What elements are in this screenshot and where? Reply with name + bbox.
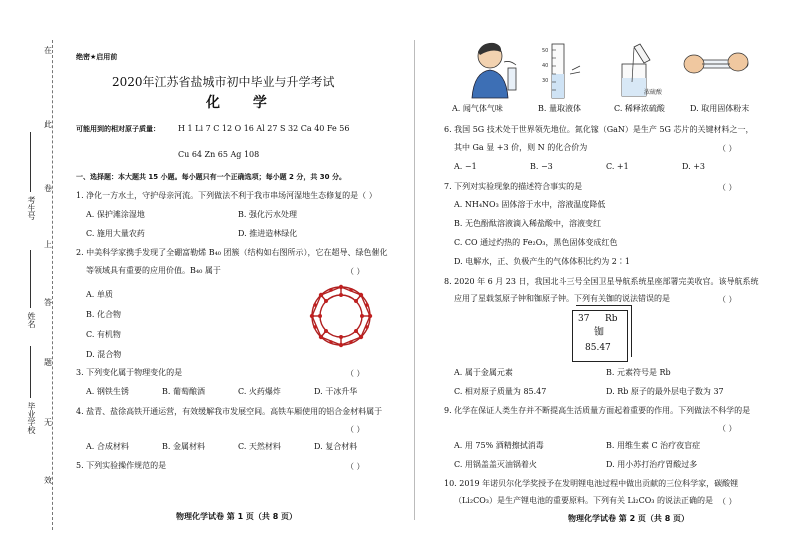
exam-title: 2020年江苏省盐城市初中毕业与升学考试 xyxy=(112,75,335,89)
element-name: 铷 xyxy=(594,327,604,338)
option-a: A. NH₄NO₃ 固体溶于水中，溶液温度降低 xyxy=(454,200,606,209)
atomic-mass-row-1: H 1 Li 7 C 12 O 16 Al 27 S 32 Ca 40 Fe 56 xyxy=(178,124,350,133)
option-c: C. 天然材料 xyxy=(238,442,281,451)
option-b: B. 元素符号是 Rb xyxy=(606,368,671,377)
seal-char: 此 xyxy=(44,120,52,129)
boron-cluster-illustration xyxy=(306,280,376,352)
seal-char: 上 xyxy=(44,240,52,249)
option-a: A. −1 xyxy=(454,162,477,171)
option-a: A. 属于金属元素 xyxy=(454,368,513,377)
smelling-gas-illustration xyxy=(468,38,534,100)
answer-paren: （ ） xyxy=(346,462,365,471)
periodic-table-cell xyxy=(572,310,628,362)
option-d: D. 推进造林绿化 xyxy=(238,229,298,238)
dilute-acid-illustration xyxy=(614,38,674,100)
option-c: C. 有机物 xyxy=(86,330,121,339)
option-c: C. 稀释浓硫酸 xyxy=(614,104,665,113)
option-d: D. 用小苏打治疗胃酸过多 xyxy=(606,460,698,469)
question-stem-line-1: 10. 2019 年诺贝尔化学奖授予在发明锂电池过程中做出贡献的三位科学家，碳酸锂 xyxy=(444,479,739,488)
question-stem-line-2: 等领域具有重要的应用价值。B₄₀ 属于 xyxy=(86,266,221,275)
page-divider xyxy=(414,40,415,520)
option-a: A. 闻气体气味 xyxy=(452,104,503,113)
option-a: A. 钢铁生锈 xyxy=(86,387,129,396)
school-label: 毕业学校 xyxy=(27,402,36,434)
question-stem: 7. 下列对实验现象的描述符合事实的是 xyxy=(444,182,583,191)
option-d: D. 混合物 xyxy=(86,350,122,359)
option-b: B. 用维生素 C 治疗夜盲症 xyxy=(606,441,701,450)
measuring-cylinder-illustration xyxy=(542,40,592,100)
option-b: B. 无色酚酞溶液滴入稀盐酸中，溶液变红 xyxy=(454,219,601,228)
option-c: C. 相对原子质量为 85.47 xyxy=(454,387,547,396)
seal-char: 卷 xyxy=(44,184,52,193)
question-stem: 3. 下列变化属于物理变化的是 xyxy=(76,368,183,377)
question-stem: 5. 下列实验操作规范的是 xyxy=(76,461,167,470)
question-stem-line-2: 其中 Ga 显 +3 价，则 N 的化合价为 xyxy=(454,143,588,152)
student-id-line xyxy=(30,132,31,192)
option-c: C. 火药爆炸 xyxy=(238,387,281,396)
question-stem-line-1: 2. 中美科学家携手发现了全硼富勒烯 B₄₀ 团簇（结构如右图所示），它在超导、绿色催化 xyxy=(76,248,388,257)
option-d: D. 干冰升华 xyxy=(314,387,358,396)
option-c: C. 用锅盖盖灭油锅着火 xyxy=(454,460,537,469)
acid-label: 浓硫酸 xyxy=(644,89,663,96)
option-b: B. −3 xyxy=(530,162,553,171)
seal-char: 在 xyxy=(44,46,52,55)
student-name-line xyxy=(30,250,31,308)
seal-char: 答 xyxy=(44,298,52,307)
page-footer-right: 物理化学试卷 第 2 页（共 8 页） xyxy=(568,514,690,523)
answer-paren: （ ） xyxy=(718,497,737,506)
question-stem: 1. 净化一方水土，守护母亲河流。下列做法不利于我市串场河湿地生态修复的是（ ） xyxy=(76,191,377,200)
answer-paren: （ ） xyxy=(346,425,365,434)
option-b: B. 强化污水处理 xyxy=(238,210,297,219)
answer-paren: （ ） xyxy=(718,424,737,433)
option-b: B. 葡萄酿酒 xyxy=(162,387,205,396)
option-d: D. 电解水，正、负极产生的气体体积比约为 2∶1 xyxy=(454,257,630,266)
cell-depth-right xyxy=(631,305,632,357)
question-stem-line-2: 应用了星载氢原子钟和铷原子钟。下列有关铷的说法错误的是 xyxy=(454,294,670,303)
option-a: A. 保护滩涂湿地 xyxy=(86,210,145,219)
answer-paren: （ ） xyxy=(718,183,737,192)
svg-text:40: 40 xyxy=(542,63,549,69)
question-stem-line-1: 6. 我国 5G 技术处于世界领先地位。氮化镓（GaN）是生产 5G 芯片的关键材料之一， xyxy=(444,125,754,134)
atomic-mass-label: 可能用到的相对原子质量： xyxy=(76,125,160,133)
option-c: C. +1 xyxy=(606,162,629,171)
svg-text:50: 50 xyxy=(542,48,549,54)
option-c: C. CO 通过灼热的 Fe₂O₃，黑色固体变成红色 xyxy=(454,238,618,247)
answer-paren: （ ） xyxy=(346,267,365,276)
option-d: D. 取用固体粉末 xyxy=(690,104,750,113)
option-a: A. 合成材料 xyxy=(86,442,129,451)
subject-title: 化 学 xyxy=(206,95,281,111)
atomic-mass-row-2: Cu 64 Zn 65 Ag 108 xyxy=(178,150,260,159)
atomic-number: 37 xyxy=(578,314,590,324)
question-stem: 9. 化学在保证人类生存并不断提高生活质量方面起着重要的作用。下列做法不科学的是 xyxy=(444,406,751,415)
question-stem-line-1: 8. 2020 年 6 月 23 日，我国北斗三号全国卫星导航系统星座部署完美收官。该导航系统 xyxy=(444,277,759,286)
confidential-mark: 绝密★启用前 xyxy=(76,53,118,61)
option-d: D. 复合材料 xyxy=(314,442,358,451)
page-footer-left: 物理化学试卷 第 1 页（共 8 页） xyxy=(176,512,298,521)
option-a: A. 单质 xyxy=(86,290,113,299)
element-symbol: Rb xyxy=(605,314,618,324)
option-a: A. 用 75% 酒精擦拭消毒 xyxy=(454,441,544,450)
answer-paren: （ ） xyxy=(718,144,737,153)
question-stem: 4. 盐青、盐徐高铁开通运营，有效缓解我市发展空间。高铁车厢使用的铝合金材料属于 xyxy=(76,407,383,416)
question-stem-line-2: （Li₂CO₃）是生产锂电池的重要原料。下列有关 Li₂CO₃ 的说法正确的是 xyxy=(454,496,714,505)
answer-paren: （ ） xyxy=(346,369,365,378)
answer-paren: （ ） xyxy=(718,295,737,304)
option-b: B. 金属材料 xyxy=(162,442,205,451)
student-name-label: 姓名 xyxy=(27,312,36,328)
school-line xyxy=(30,346,31,398)
option-b: B. 化合物 xyxy=(86,310,121,319)
seal-char: 无 xyxy=(44,418,52,427)
option-d: D. Rb 原子的最外层电子数为 37 xyxy=(606,387,724,396)
relative-atomic-mass: 85.47 xyxy=(585,343,611,353)
seal-char: 效 xyxy=(44,476,52,485)
cell-depth-top xyxy=(576,305,632,306)
option-d: D. +3 xyxy=(682,162,706,171)
option-c: C. 施用大量农药 xyxy=(86,229,145,238)
svg-text:30: 30 xyxy=(542,78,549,84)
seal-char: 题 xyxy=(44,358,52,367)
powder-taking-illustration xyxy=(680,38,754,96)
section-heading: 一、选择题：本大题共 15 小题。每小题只有一个正确选项；每小题 2 分，共 30 分。 xyxy=(76,173,346,181)
student-id-label: 考生号 xyxy=(27,196,36,220)
binding-line xyxy=(52,40,53,530)
option-b: B. 量取液体 xyxy=(538,104,581,113)
